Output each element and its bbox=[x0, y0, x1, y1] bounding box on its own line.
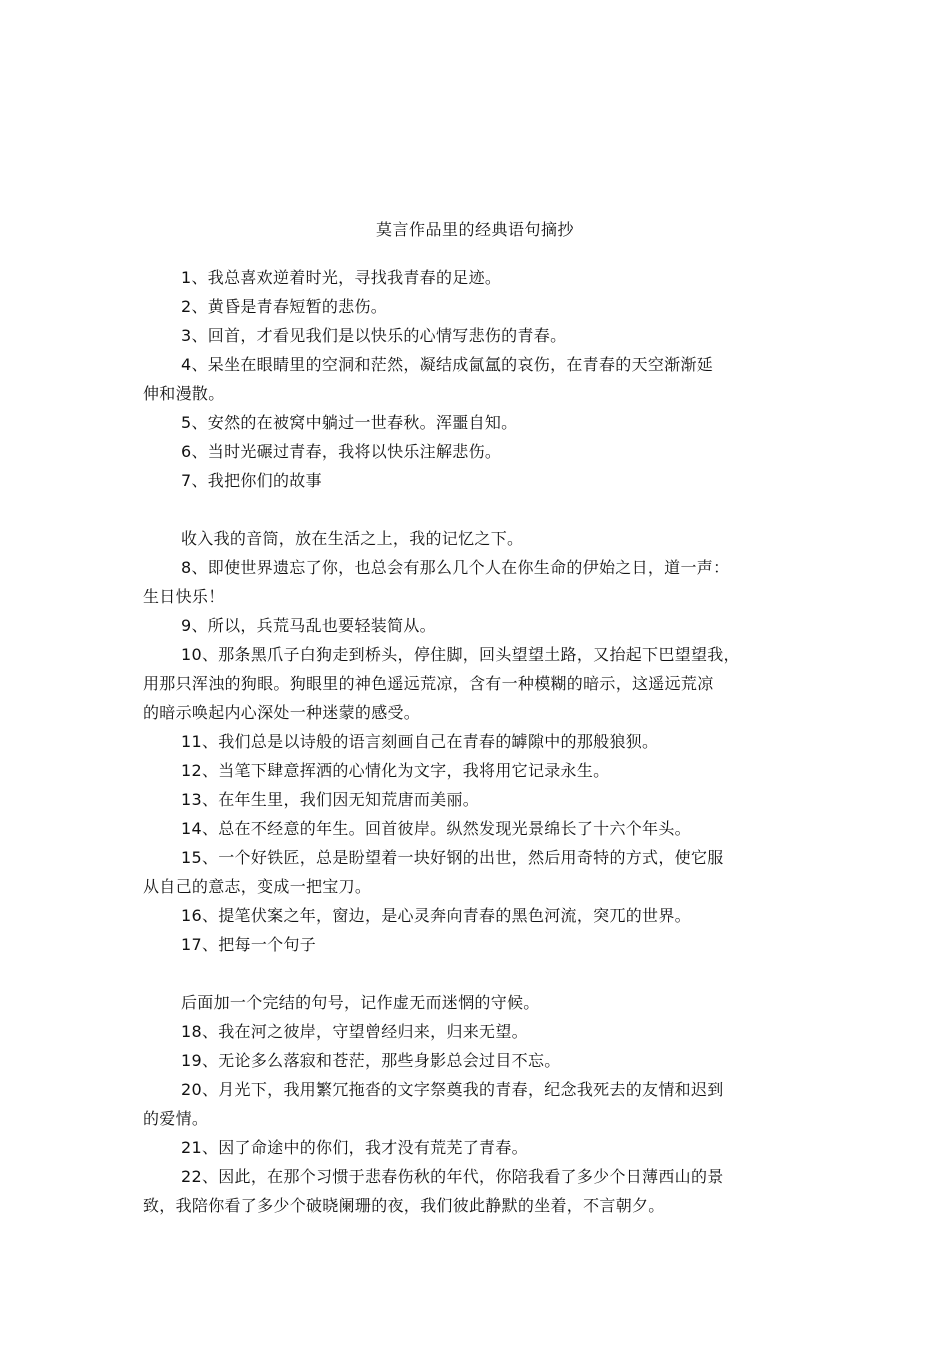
text-line: 3、回首，才看见我们是以快乐的心情写悲伤的青春。 bbox=[181, 326, 567, 345]
text-line: 21、因了命途中的你们，我才没有荒芜了青春。 bbox=[181, 1138, 528, 1157]
text-line: 7、我把你们的故事 bbox=[181, 471, 322, 490]
text-line: 16、提笔伏案之年，窗边，是心灵奔向青春的黑色河流，突兀的世界。 bbox=[181, 906, 691, 925]
text-line: 从自己的意志，变成一把宝刀。 bbox=[143, 877, 372, 896]
text-line: 18、我在河之彼岸，守望曾经归来，归来无望。 bbox=[181, 1022, 528, 1041]
text-line: 后面加一个完结的句号，记作虚无而迷惘的守候。 bbox=[181, 993, 540, 1012]
text-line: 伸和漫散。 bbox=[143, 384, 225, 403]
paragraph-gap bbox=[143, 495, 807, 524]
text-line: 14、总在不经意的年生。回首彼岸。纵然发现光景绵长了十六个年头。 bbox=[181, 819, 691, 838]
text-line: 1、我总喜欢逆着时光，寻找我青春的足迹。 bbox=[181, 268, 502, 287]
text-line: 17、把每一个句子 bbox=[181, 935, 317, 954]
text-line: 19、无论多么落寂和苍茫，那些身影总会过目不忘。 bbox=[181, 1051, 561, 1070]
text-line: 6、当时光碾过青春，我将以快乐注解悲伤。 bbox=[181, 442, 502, 461]
text-line: 收入我的音筒，放在生活之上，我的记忆之下。 bbox=[181, 529, 524, 548]
text-line: 20、月光下，我用繁冗拖沓的文字祭奠我的青春，纪念我死去的友情和迟到 bbox=[181, 1080, 724, 1099]
text-line: 15、一个好铁匠，总是盼望着一块好钢的出世，然后用奇特的方式，使它服 bbox=[181, 848, 724, 867]
text-line: 5、安然的在被窝中躺过一世春秋。浑噩自知。 bbox=[181, 413, 518, 432]
text-line: 致，我陪你看了多少个破晓阑珊的夜，我们彼此静默的坐着，不言朝夕。 bbox=[143, 1196, 665, 1215]
document-body bbox=[143, 263, 807, 1220]
paragraph-gap bbox=[143, 959, 807, 988]
text-line: 22、因此，在那个习惯于悲春伤秋的年代，你陪我看了多少个日薄西山的景 bbox=[181, 1167, 724, 1186]
text-line: 12、当笔下肆意挥洒的心情化为文字，我将用它记录永生。 bbox=[181, 761, 610, 780]
text-line: 4、呆坐在眼睛里的空洞和茫然，凝结成氤氲的哀伤，在青春的天空渐渐延 bbox=[181, 355, 714, 374]
text-line: 11、我们总是以诗般的语言刻画自己在青春的罅隙中的那般狼狈。 bbox=[181, 732, 659, 751]
text-line: 的暗示唤起内心深处一种迷蒙的感受。 bbox=[143, 703, 421, 722]
text-line: 13、在年生里，我们因无知荒唐而美丽。 bbox=[181, 790, 480, 809]
text-line: 2、黄昏是青春短暂的悲伤。 bbox=[181, 297, 388, 316]
text-line: 10、那条黑爪子白狗走到桥头，停住脚，回头望望土路，又抬起下巴望望我， bbox=[181, 645, 740, 664]
text-line: 的爱情。 bbox=[143, 1109, 209, 1128]
document-title: 莫言作品里的经典语句摘抄 bbox=[375, 220, 574, 239]
text-line: 用那只浑浊的狗眼。狗眼里的神色遥远荒凉，含有一种模糊的暗示，这遥远荒凉 bbox=[143, 674, 714, 693]
text-line: 8、即使世界遗忘了你，也总会有那么几个人在你生命的伊始之日，道一声： bbox=[181, 558, 730, 577]
text-line: 生日快乐！ bbox=[143, 587, 225, 606]
text-line: 9、所以，兵荒马乱也要轻装简从。 bbox=[181, 616, 436, 635]
